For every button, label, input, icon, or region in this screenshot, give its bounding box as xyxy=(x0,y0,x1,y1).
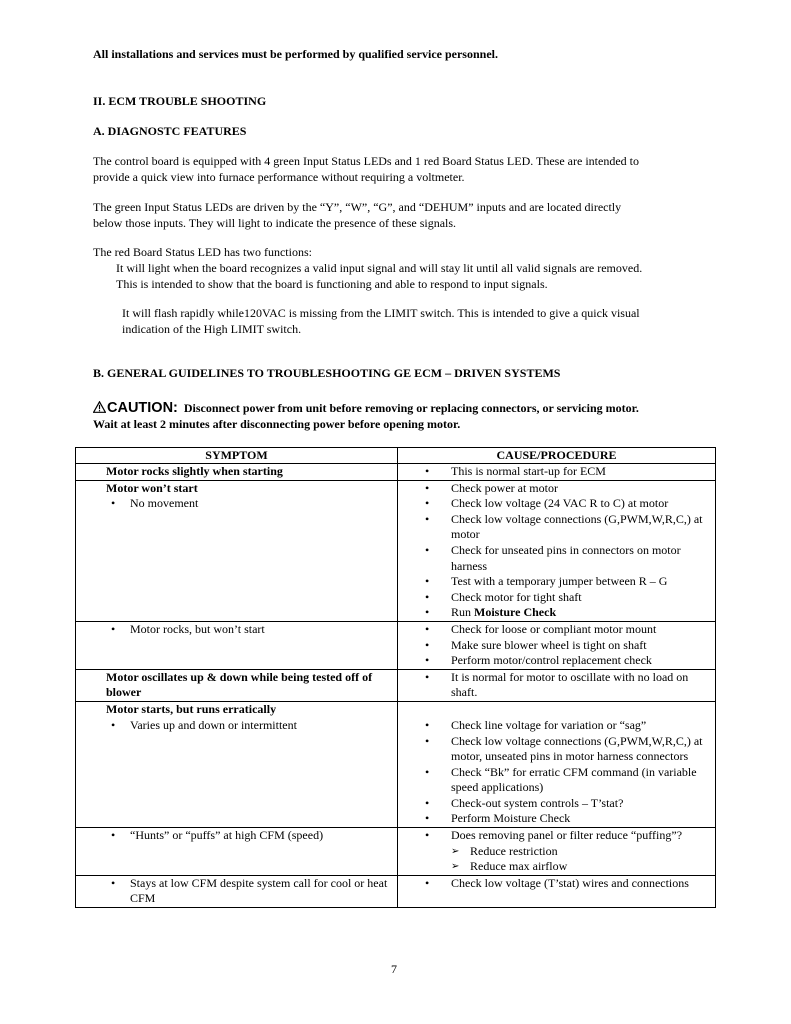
service-notice: All installations and services must be performed by qualified service personnel. xyxy=(93,47,498,61)
table-header-row xyxy=(76,448,716,464)
symptom-item: • “Hunts” or “puffs” at high CFM (speed) xyxy=(111,828,324,843)
table-row xyxy=(76,701,716,827)
arrow-bullet-icon: ➢ xyxy=(451,845,460,857)
cause-item: • Perform motor/control replacement check xyxy=(425,653,652,668)
cause-item: • Check motor for tight shaft xyxy=(425,589,582,604)
cause-item: • Make sure blower wheel is tight on shaft xyxy=(425,637,647,652)
table-row xyxy=(76,621,716,669)
caution-text-1: Disconnect power from unit before removing or replacing connectors, or servicing motor. xyxy=(183,401,639,415)
cause-item: • Perform Moisture Check xyxy=(425,811,571,826)
red-led-function-1: It will light when the board recognizes a valid input signal and will stay lit until all valid signals are removed. This is intended to show that the board is functioning and able to respond to input signals. xyxy=(116,261,643,291)
cause-item: • Test with a temporary jumper between R – G xyxy=(425,574,668,589)
symptom-item: • Motor rocks, but won’t start xyxy=(111,621,265,636)
troubleshooting-table xyxy=(75,447,716,908)
sub-item: ➢ Reduce max airflow xyxy=(451,859,568,874)
cause-item: • Check low voltage (24 VAC R to C) at motor xyxy=(425,496,669,511)
symptom-item: • No movement xyxy=(111,496,199,511)
table-row xyxy=(76,669,716,701)
cause-item: • Check for unseated pins in connectors on motor harness xyxy=(425,542,681,573)
cause-item: • Does removing panel or filter reduce “puffing”? xyxy=(425,828,683,843)
arrow-bullet-icon: ➢ xyxy=(451,861,460,873)
sub-item: ➢ Reduce restriction xyxy=(451,843,558,858)
subsection-a-heading: A. DIAGNOSTC FEATURES xyxy=(93,124,247,138)
cause-item: • Check low voltage connections (G,PWM,W,R,C,) at motor xyxy=(425,511,703,542)
symptom-title: Motor rocks slightly when starting xyxy=(106,464,283,478)
cause-item: • Check for loose or compliant motor mount xyxy=(425,621,657,636)
table-row xyxy=(76,480,716,621)
section-heading: II. ECM TROUBLE SHOOTING xyxy=(93,94,267,108)
caution-text-2: Wait at least 2 minutes after disconnecting power before opening motor. xyxy=(93,417,461,431)
cause-item: • It is normal for motor to oscillate with no load on shaft. xyxy=(425,669,689,700)
symptom-title: Motor starts, but runs erratically xyxy=(106,701,277,716)
subsection-b-heading: B. GENERAL GUIDELINES TO TROUBLESHOOTING GE ECM – DRIVEN SYSTEMS xyxy=(93,366,561,380)
page-number: 7 xyxy=(391,962,397,976)
symptom-title: Motor oscillates up & down while being tested off of blower xyxy=(106,669,373,700)
cause-item: • Check “Bk” for erratic CFM command (in variable speed applications) xyxy=(425,764,697,795)
cause-item: • Check power at motor xyxy=(425,480,558,495)
warning-triangle-icon xyxy=(93,401,106,417)
moisture-check-emphasis: Moisture Check xyxy=(474,605,557,620)
paragraph-board-leds: The control board is equipped with 4 green Input Status LEDs and 1 red Board Status LED. These are intended to provide a quick view into furnace performance without requiring a voltmeter. xyxy=(93,154,639,184)
cause-item: • Check-out system controls – T’stat? xyxy=(425,795,624,810)
paragraph-red-led-intro: The red Board Status LED has two functions: xyxy=(93,245,312,259)
symptom-item: • Stays at low CFM despite system call for cool or heat CFM xyxy=(111,875,388,906)
header-cause: CAUSE/PROCEDURE xyxy=(398,448,716,464)
cause-item: • This is normal start-up for ECM xyxy=(425,464,606,478)
table-row xyxy=(76,464,716,481)
cause-item: • Check low voltage (T’stat) wires and connections xyxy=(425,875,689,890)
cause-item: • Check low voltage connections (G,PWM,W,R,C,) at motor, unseated pins in motor harness connectors xyxy=(425,733,703,764)
caution-label: CAUTION: xyxy=(107,400,178,416)
red-led-function-2: It will flash rapidly while120VAC is missing from the LIMIT switch. This is intended to give a quick visual indication of the High LIMIT switch. xyxy=(122,306,640,336)
caution-line xyxy=(93,400,639,417)
table-row xyxy=(76,875,716,907)
cause-item: • Run Moisture Check xyxy=(425,605,557,620)
symptom-item: • Varies up and down or intermittent xyxy=(111,717,297,732)
paragraph-green-leds: The green Input Status LEDs are driven by the “Y”, “W”, “G”, and “DEHUM” inputs and are located directly below those inputs. They will light to indicate the presence of these signals. xyxy=(93,200,622,230)
cause-item: • Check line voltage for variation or “sag” xyxy=(425,717,647,732)
symptom-title: Motor won’t start xyxy=(106,480,198,495)
table-row xyxy=(76,828,716,876)
header-symptom: SYMPTOM xyxy=(76,448,398,464)
